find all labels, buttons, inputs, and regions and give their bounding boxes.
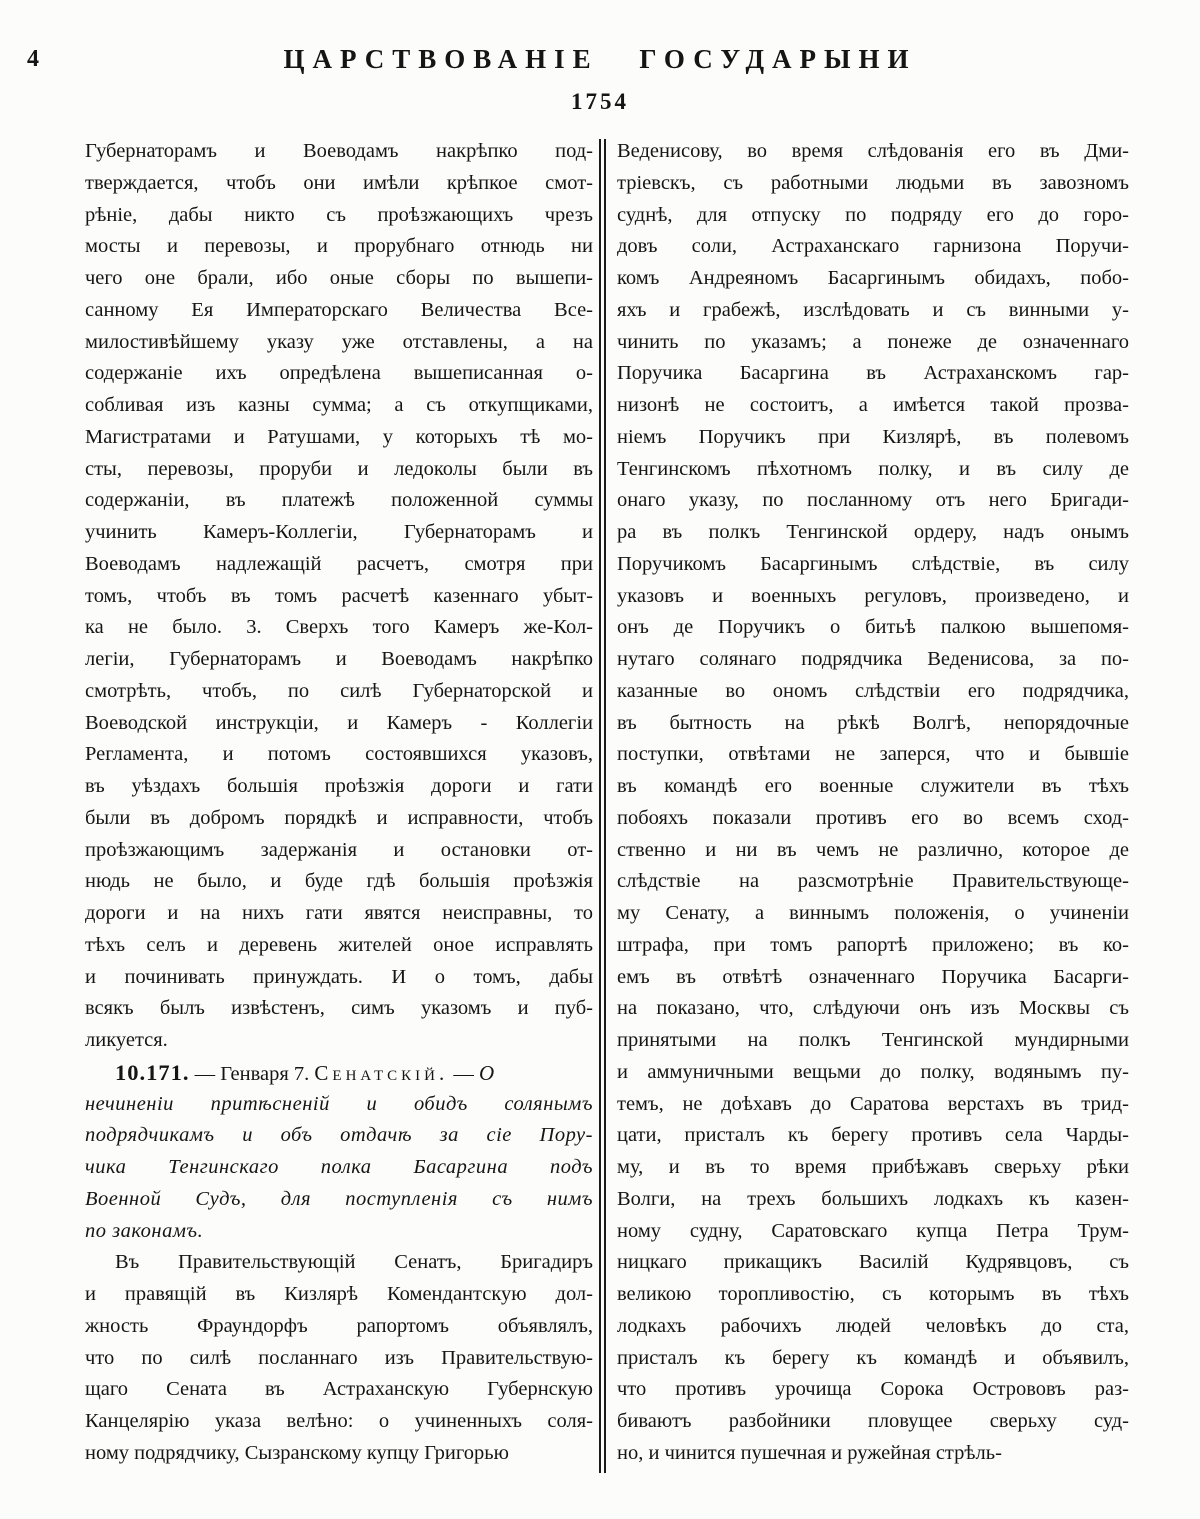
text-line: цати, присталъ къ берегу противъ села Чарды-: [617, 1124, 1129, 1147]
text-line: подрядчикамъ и объ отдачѣ за сіе Пору-: [85, 1124, 593, 1147]
text-line: штрафа, при томъ рапортѣ приложено; въ ко-: [617, 933, 1129, 956]
text-line: казанные во ономъ слѣдствіи его подрядчика,: [617, 679, 1129, 702]
text-line: Канцелярію указа велѣно: о учиненныхъ соля-: [85, 1410, 593, 1432]
text-line: тверждается, чтобъ они имѣли крѣпкое смот-: [85, 171, 593, 194]
text-line: всякъ былъ извѣстенъ, симъ указомъ и пуб-: [85, 997, 593, 1020]
heading-segment: —: [448, 1062, 479, 1085]
text-line: ка не было. 3. Сверхъ того Камеръ же-Кол-: [85, 616, 593, 639]
page-header: [0, 44, 1200, 115]
text-line: темъ, не доѣхавъ до Саратова верстахъ въ трид-: [617, 1092, 1129, 1115]
text-line: Губернаторамъ и Воеводамъ накрѣпко под-: [85, 140, 593, 162]
text-line: чика Тенгинскаго полка Басаргина подъ: [85, 1156, 593, 1178]
text-line: принятыми на полкъ Тенгинской мундирными: [617, 1029, 1129, 1051]
text-line: ному подрядчику, Сызранскому купцу Григорью: [85, 1441, 509, 1464]
heading-segment: Сенатскій.: [314, 1060, 449, 1085]
text-line: по законамъ.: [85, 1219, 204, 1242]
text-line: онъ де Поручикъ о битьѣ палкою вышепомя-: [617, 616, 1129, 639]
text-line: сты, перевозы, проруби и ледоколы были въ: [85, 457, 593, 480]
text-line: нутаго солянаго подрядчика Веденисова, за по-: [617, 648, 1129, 670]
text-line: присталъ къ берегу къ командѣ и объявилъ,: [617, 1346, 1129, 1369]
left-column: [85, 136, 593, 1470]
text-line: Поручикомъ Басаргинымъ слѣдствіе, въ силу: [617, 552, 1129, 575]
text-line: Поручика Басаргина въ Астраханскомъ гар-: [617, 362, 1129, 385]
text-line: содержаніе ихъ опредѣлена вышеписанная о-: [85, 362, 593, 385]
page-number: 4: [27, 46, 39, 72]
text-line: Волги, на трехъ большихъ лодкахъ къ казен-: [617, 1187, 1129, 1210]
text-line: ственно и ни въ чемъ не различно, которое де: [617, 838, 1129, 861]
text-line: Воеводской инструкціи, и Камеръ - Коллегіи: [85, 711, 593, 734]
page-header-title: ЦАРСТВОВАНІЕ ГОСУДАРЫНИ: [283, 44, 917, 74]
text-line: лодкахъ рабочихъ людей человѣкъ до ста,: [617, 1314, 1129, 1337]
text-line: комъ Андреяномъ Басаргинымъ обидахъ, побо-: [617, 267, 1129, 289]
column-divider: [599, 139, 606, 1473]
text-line: ра въ полкъ Тенгинской ордеру, надъ онымъ: [617, 521, 1129, 543]
text-line: чинить по указамъ; а понеже де означеннаго: [617, 330, 1129, 353]
text-line: въ бытность на рѣкѣ Волгѣ, непорядочные: [617, 711, 1129, 734]
text-line: великою торопливостію, съ которымъ въ тѣхъ: [617, 1283, 1129, 1305]
text-line: ному судну, Саратовскаго купца Петра Трум-: [617, 1219, 1129, 1242]
heading-segment: О: [478, 1060, 495, 1085]
text-line: поступки, отвѣтами не заперся, что и бывшіе: [617, 743, 1129, 766]
text-line: мосты и перевозы, и прорубнаго отнюдь ни: [85, 235, 593, 258]
act-number: 10.171.: [115, 1059, 190, 1085]
text-line: Въ Правительствующій Сенатъ, Бригадиръ: [115, 1251, 593, 1274]
text-line: что противъ урочища Сорока Острововъ раз-: [617, 1378, 1129, 1401]
text-line: милостивѣйшему указу уже отставлены, а на: [85, 330, 593, 353]
text-line: нюдь не было, и буде гдѣ большія проѣзжія: [85, 870, 593, 893]
text-line: щаго Сената въ Астраханскую Губернскую: [85, 1378, 593, 1401]
text-line: легіи, Губернаторамъ и Воеводамъ накрѣпко: [85, 648, 593, 670]
page-header-year: 1754: [571, 89, 629, 114]
text-line: санному Ея Императорскаго Величества Все-: [85, 298, 593, 321]
text-line: Тенгинскомъ пѣхотномъ полку, и въ силу де: [617, 457, 1129, 480]
text-line: слѣдствіе на разсмотрѣніе Правительствующе-: [617, 870, 1129, 893]
text-line: были въ добромъ порядкѣ и исправности, чтобъ: [85, 806, 593, 829]
text-line: въ командѣ его военные служители въ тѣхъ: [617, 775, 1129, 797]
text-line: довъ соли, Астраханскаго гарнизона Поручи-: [617, 235, 1129, 258]
right-column: [617, 136, 1129, 1470]
text-line: въ уѣздахъ большія проѣзжія дороги и гати: [85, 775, 593, 797]
text-line: Воеводамъ надлежащій расчетъ, смотря при: [85, 552, 593, 575]
text-line: ницкаго прикащикъ Василій Кудрявцовъ, съ: [617, 1251, 1129, 1274]
text-line: му Сенату, а виннымъ положенія, о учиненіи: [617, 902, 1129, 924]
text-line: емъ въ отвѣтѣ означеннаго Поручика Басарги-: [617, 965, 1129, 988]
text-line: побояхъ показали противъ его во всемъ сход-: [617, 806, 1129, 829]
text-line: [85, 1057, 593, 1089]
text-line: что по силѣ посланнаго изъ Правительствую-: [85, 1346, 593, 1369]
text-line: ликуется.: [85, 1029, 168, 1051]
text-line: и починивать принуждать. И о томъ, дабы: [85, 965, 593, 988]
text-line: учинить Камеръ-Коллегіи, Губернаторамъ и: [85, 521, 593, 543]
text-line: Военной Судъ, для поступленія съ нимъ: [85, 1187, 593, 1210]
text-line: низонѣ не состоитъ, а имѣется такой прозва-: [617, 394, 1129, 416]
text-line: рѣніе, дабы никто съ проѣзжающихъ чрезъ: [85, 203, 593, 226]
text-line: дороги и на нихъ гати явятся неисправны, то: [85, 902, 593, 924]
text-line: нечиненіи притѣсненій и обидъ солянымъ: [85, 1092, 593, 1115]
text-line: смотрѣть, чтобъ, по силѣ Губернаторской и: [85, 679, 593, 702]
text-line: и аммуничными вещьми до полку, водянымъ пу-: [617, 1060, 1129, 1083]
text-line: тріевскъ, съ работными людьми въ завозномъ: [617, 171, 1129, 194]
text-line: суднѣ, для отпуску по подряду его до горо-: [617, 203, 1129, 226]
text-line: жность Фраундорфъ рапортомъ объявлялъ,: [85, 1314, 593, 1337]
text-line: проѣзжающимъ задержанія и остановки от-: [85, 838, 593, 861]
text-line: Веденисову, во время слѣдованія его въ Дми-: [617, 140, 1129, 162]
text-line: указовъ и военныхъ регуловъ, произведено, и: [617, 584, 1129, 607]
text-line: Регламента, и потомъ состоявшихся указовъ,: [85, 743, 593, 766]
heading-segment: — Генваря 7.: [189, 1062, 315, 1085]
text-line: онаго указу, по посланному отъ него Бригади-: [617, 489, 1129, 512]
text-line: тѣхъ селъ и деревень жителей оное исправлять: [85, 933, 593, 956]
text-line: на показано, что, слѣдуючи онъ изъ Москвы съ: [617, 997, 1129, 1020]
text-line: биваютъ разбойники пловущее сверьху суд-: [617, 1410, 1129, 1432]
text-line: ніемъ Поручикъ при Кизлярѣ, въ полевомъ: [617, 425, 1129, 448]
text-line: содержаніи, въ платежѣ положенной суммы: [85, 489, 593, 512]
text-line: му, и въ то время прибѣжавъ сверьху рѣки: [617, 1156, 1129, 1178]
text-line: и правящій въ Кизлярѣ Комендантскую дол-: [85, 1283, 593, 1305]
text-line: но, и чинится пушечная и ружейная стрѣль-: [617, 1441, 1002, 1464]
text-line: яхъ и грабежѣ, изслѣдовать и съ винными у-: [617, 298, 1129, 321]
text-line: собливая изъ казны сумма; а съ откупщиками,: [85, 394, 593, 416]
text-line: чего оне брали, ибо оные сборы по вышепи-: [85, 267, 593, 289]
text-line: томъ, чтобъ въ томъ расчетѣ казеннаго убыт-: [85, 584, 593, 607]
text-line: Магистратами и Ратушами, у которыхъ тѣ мо-: [85, 425, 593, 448]
